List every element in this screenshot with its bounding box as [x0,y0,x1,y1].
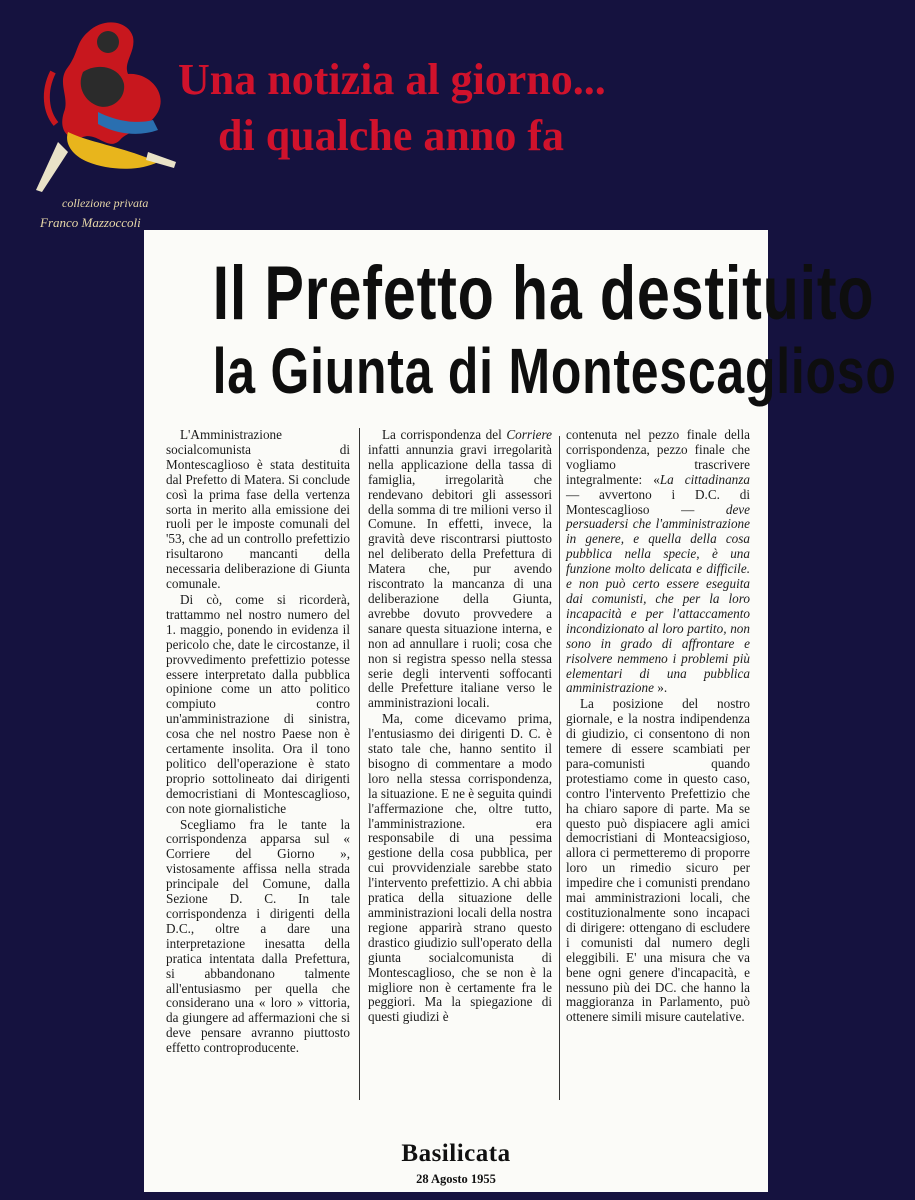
column-1-paragraph: Scegliamo fra le tante la corrispondenza apparsa sul « Corriere del Giorno », vistosamente affissa nella strada principale del Comune, dalla Sezione D. C. In tale corrispondenza i dirigenti della D.C., oltre a dare una interpretazione inesatta della pratica intentata dalla Prefettura, si abbandonano talmente all'entusiasmo per quella che considerano una « loro » vittoria, da giungere ad affermazioni che si deve pensare avranno piuttosto effetto controproducente. [166,816,350,1056]
column-2-text: infatti annunzia gravi irregolarità nella applicazione della tassa di famiglia, irregolarità che rendevano debitori gli assessori della somma di tre milioni verso il Comune. In effetti, invece, la gravità deve riscontrarsi piuttosto nel deliberato della Prefettura di Matera che, pur avendo riscontrato la mancanza di una deliberazione della Giunta, avrebbe dovuto provvedere a sanare questa situazione interna, e non ad annullare i ruoli; cosa che non si registra spesso nella stessa serie degli interventi soffocanti delle Prefetture italiane verso le amministrazioni locali. [368,441,552,711]
column-2-paragraph [368,428,552,711]
banner-line-2: di qualche anno fa [218,111,564,160]
article-column-1 [166,428,350,1056]
column-1-paragraph: L'Amministrazione socialcomunista di Montescaglioso è stata destituita dal Prefetto di Matera. Si conclude così la prima fase della vertenza sorta in merito alla emissione dei ruoli per le imposte comunali del '53, che ad un controllo prefettizio risultarono mancanti della necessaria deliberazione di Giunta comunale. [166,427,350,592]
logo-caption-collection: collezione privata [62,196,149,210]
dancer-logo-icon [28,12,178,202]
newspaper-source: Basilicata [401,1140,511,1167]
column-3-italic-text: deve persuadersi che l'amministrazione in genere, e quella della cosa pubblica nella specie, è una funzione molto delicata e difficile. e non può certo essere eseguita dai comunisti, che per la loro incapacità e per l'attaccamento incondizionato al loro partito, non sono in grado di affrontare e risolvere nemmeno i problemi più elementari di una pubblica amministrazione [566,501,750,696]
banner-title [178,52,606,164]
article-headline-line-1: Il Prefetto ha destituito [212,251,875,336]
article-column-2 [368,428,552,1025]
column-3-text: contenuta nel pezzo finale della corrispondenza, pezzo finale che vogliamo trascrivere integralmente: « [566,427,750,487]
column-1-paragraph: Di cò, come si ricorderà, trattammo nel nostro numero del 1. maggio, ponendo in evidenza il pericolo che, date le circostanze, il provvedimento prefettizio potesse essere interpretato dalla pubblica opinione come un atto politico compiuto contro un'amministrazione di sinistra, cosa che nel nostro Paese non è certamente insolita. Ora il tono politico dell'operazione è stato proprio sottolineato dai dirigenti democristiani di Montescaglioso, con note giornalistiche [166,591,350,816]
column-2-italic-text: Corriere [506,427,552,442]
article-column-3 [566,428,750,1025]
column-3-text: ». [653,680,668,696]
column-3-paragraph: La posizione del nostro giornale, e la nostra indipendenza di giudizio, ci consentono di non temere di essere scambiati per para-comunisti quando protestiamo come in questo caso, contro l'intervento Prefettizio che ha chiaro sapore di parte. Ma se questo può dispiacere agli amici democristiani di Monteacsigioso, allora ci permetteremo di proporre loro un rimedio sicuro per impedire che i comunisti prendano mai amministrazioni locali, che costituzionalmente sono incapaci di dirigere: ottengano di escludere i comunisti dal numero degli eleggibili. E' una misura che va bene ogni genere d'incapacità, e nessuno più dei DC. che hanno la maggioranza in Parlamento, può ottenere simili misure cautelative. [566,696,750,1025]
collection-logo [14,12,184,230]
newspaper-clipping [144,230,897,1192]
column-divider [559,436,560,1100]
column-2-text: La corrispondenza del [382,427,507,442]
column-divider [359,428,360,1100]
banner-line-1: Una notizia al giorno... [178,55,606,104]
logo-caption-owner: Franco Mazzoccoli [40,215,141,230]
column-2-paragraph: Ma, come dicevamo prima, l'entusiasmo dei dirigenti D. C. è stato tale che, hanno sentito il bisogno di commentare a modo loro nella stessa corrispondenza, la situazione. E ne è seguita quindi l'affermazione che, oltre tutto, l'amministrazione. era responsabile di una pessima gestione della cosa pubblica, per cui provvidenziale sarebbe stato l'intervento prefettizio. A chi abbia pratica della situazione delle amministrazioni locali della nostra regione apparirà strano questo drastico giudizio sull'operato della giunta socialcomunista di Montescaglioso, che se non è la migliore non è certamente fra le peggiori. Ma la spiegazione di questi giudizi è [368,711,552,1025]
publication-date: 28 Agosto 1955 [416,1172,496,1186]
article-columns [166,428,752,1128]
article-headline-line-2: la Giunta di Montescaglioso [212,335,897,407]
column-3-italic-text: La cittadinanza [659,471,750,487]
column-3-paragraph [566,428,750,696]
column-3-text: — avvertono i D.C. di Montescaglioso — [566,486,750,517]
